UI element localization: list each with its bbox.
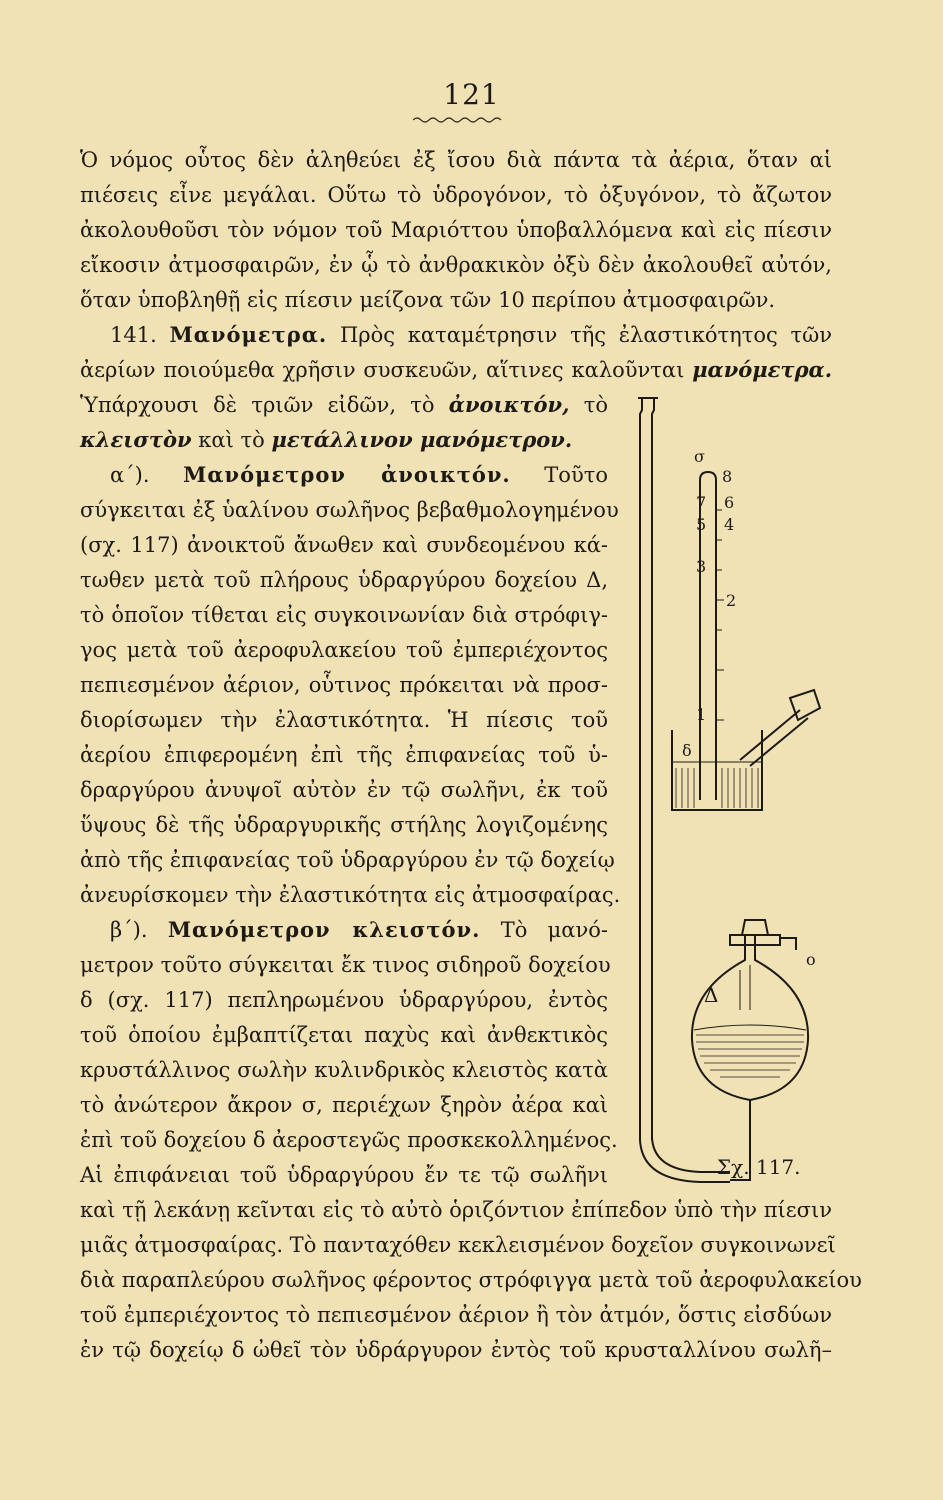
text-line	[80, 356, 832, 384]
label-2: 2	[726, 591, 737, 610]
subsection-heading-closed-manometer: Μανόμετρον κλειστόν.	[167, 917, 481, 942]
figure-caption: Σχ. 117.	[717, 1155, 801, 1179]
label-delta-small: δ	[682, 741, 692, 760]
label-sigma: σ	[694, 447, 705, 466]
text-span: καὶ τὸ	[198, 428, 265, 452]
label-5: 5	[696, 515, 707, 534]
text-line: ἀνευρίσκομεν τὴν ἐλαστικότητα εἰς ἀτμοσφαίρας.	[80, 883, 621, 907]
text-line: μετρον τοῦτο σύγκειται ἔκ τινος σιδηροῦ δοχείου	[80, 953, 611, 977]
text-line: διὰ παραπλεύρου σωλῆνος φέροντος στρόφιγγα μετὰ τοῦ ἀεροφυλακείου	[80, 1268, 862, 1292]
text-line: καὶ τῇ λεκάνῃ κεῖνται εἰς τὸ αὐτὸ ὁριζόντιον ἐπίπεδον ὑπὸ τὴν πίεσιν	[80, 1198, 832, 1222]
label-delta-big: Δ	[704, 983, 719, 1007]
text-line: Αἱ ἐπιφάνειαι τοῦ ὑδραργύρου ἔν τε τῷ σωλῆνι	[80, 1163, 608, 1187]
subsection-closed-line	[110, 916, 608, 944]
text-line: διορίσωμεν τὴν ἐλαστικότητα. Ἡ πίεσις τοῦ	[80, 708, 608, 732]
text-span: Τοῦτο	[544, 463, 608, 487]
text-line: ὕψους δὲ τῆς ὑδραργυρικῆς στήλης λογιζομένης	[80, 813, 608, 837]
text-line: τὸ ὁποῖον τίθεται εἰς συγκοινωνίαν διὰ στρόφιγ-	[80, 603, 608, 627]
text-span: Πρὸς καταμέτρησιν τῆς ἐλαστικότητος τῶν	[339, 323, 832, 347]
text-line: (σχ. 117) ἀνοικτοῦ ἄνωθεν καὶ συνδεομένου κά-	[80, 533, 608, 557]
subsection-open-line	[110, 461, 608, 489]
text-line: γος μετὰ τοῦ ἀεροφυλακείου τοῦ ἐμπεριέχοντος	[80, 638, 608, 662]
label-o: o	[806, 950, 816, 969]
text-line: μιᾶς ἀτμοσφαίρας. Τὸ πανταχόθεν κεκλεισμένον δοχεῖον συγκοινωνεῖ	[80, 1233, 836, 1257]
emphasis-manometers: μανόμετρα.	[692, 357, 832, 382]
subsection-heading-open-manometer: Μανόμετρον ἀνοικτόν.	[183, 462, 511, 487]
label-4: 4	[724, 515, 735, 534]
text-line: πεπιεσμένον ἀέριον, οὗτινος πρόκειται νὰ προσ-	[80, 673, 608, 697]
manometer-figure	[600, 390, 850, 1220]
text-span: Τὸ μανό-	[500, 918, 608, 942]
emphasis-open: ἀνοικτόν,	[448, 392, 570, 417]
text-line: τοῦ ὁποίου ἐμβαπτίζεται παχὺς καὶ ἀνθεκτικὸς	[80, 1023, 608, 1047]
text-line: ἐν τῷ δοχείῳ δ ὠθεῖ τὸν ὑδράργυρον ἐντὸς τοῦ κρυσταλλίνου σωλῆ–	[80, 1338, 832, 1362]
text-line: ἐπὶ τοῦ δοχείου δ ἀεροστεγῶς προσκεκολλημένος.	[80, 1128, 618, 1152]
text-span: τὸ	[583, 393, 608, 417]
label-1: 1	[696, 705, 707, 724]
text-line: κρυστάλλινος σωλὴν κυλινδρικὸς κλειστὸς κατὰ	[80, 1058, 608, 1082]
text-line: ἀερίου ἐπιφερομένη ἐπὶ τῆς ἐπιφανείας τοῦ ὑ-	[80, 743, 608, 767]
text-span: Ὑπάρχουσι δὲ τριῶν εἰδῶν, τὸ	[80, 393, 435, 417]
text-line: σύγκειται ἐξ ὑαλίνου σωλῆνος βεβαθμολογημένου	[80, 498, 619, 522]
emphasis-metallic-manometer: μετάλλινον μανόμετρον.	[271, 427, 573, 452]
label-3: 3	[696, 557, 707, 576]
text-line: τωθεν μετὰ τοῦ πλήρους ὑδραργύρου δοχείου Δ,	[80, 568, 608, 592]
text-line: ὅταν ὑποβληθῇ εἰς πίεσιν μείζονα τῶν 10 περίπου ἀτμοσφαιρῶν.	[80, 288, 776, 312]
text-line: τοῦ ἐμπεριέχοντος τὸ πεπιεσμένον ἀέριον ἢ τὸν ἀτμόν, ὅστις εἰσδύων	[80, 1303, 832, 1327]
text-line: Ὁ νόμος οὗτος δὲν ἀληθεύει ἐξ ἴσου διὰ πάντα τὰ ἀέρια, ὅταν αἱ	[80, 148, 832, 172]
text-line: δ (σχ. 117) πεπληρωμένου ὑδραργύρου, ἐντὸς	[80, 988, 608, 1012]
text-span: ἀερίων ποιούμεθα χρῆσιν συσκευῶν, αἵτινες καλοῦνται	[80, 358, 685, 382]
label-7: 7	[696, 493, 707, 512]
subsection-label: α΄).	[110, 463, 150, 487]
page-number: 121	[443, 78, 500, 111]
section-number: 141.	[110, 323, 157, 347]
text-line: δραργύρου ἀνυψοῖ αὐτὸν ἐν τῷ σωλῆνι, ἐκ τοῦ	[80, 778, 608, 802]
subsection-label: β΄).	[110, 918, 148, 942]
text-line	[80, 426, 572, 454]
text-line	[80, 391, 608, 419]
section-141-line	[110, 321, 832, 349]
text-line: τὸ ἀνώτερον ἄκρον σ, περιέχων ξηρὸν ἀέρα καὶ	[80, 1093, 608, 1117]
text-line: πιέσεις εἶνε μεγάλαι. Οὕτω τὸ ὑδρογόνον, τὸ ὀξυγόνον, τὸ ἄζωτον	[80, 183, 832, 207]
text-line: ἀπὸ τῆς ἐπιφανείας τοῦ ὑδραργύρου ἐν τῷ δοχείῳ	[80, 848, 615, 872]
label-6: 6	[724, 493, 735, 512]
text-line: ἀκολουθοῦσι τὸν νόμον τοῦ Μαριόττου ὑποβαλλόμενα καὶ εἰς πίεσιν	[80, 218, 832, 242]
label-8: 8	[722, 467, 733, 486]
text-line: εἴκοσιν ἀτμοσφαιρῶν, ἐν ᾧ τὸ ἀνθρακικὸν ὀξὺ δὲν ἀκολουθεῖ αὐτόν,	[80, 253, 832, 277]
page-number-rule	[413, 116, 503, 124]
emphasis-closed: κλειστὸν	[80, 427, 192, 452]
section-heading-manometers: Μανόμετρα.	[169, 322, 328, 347]
